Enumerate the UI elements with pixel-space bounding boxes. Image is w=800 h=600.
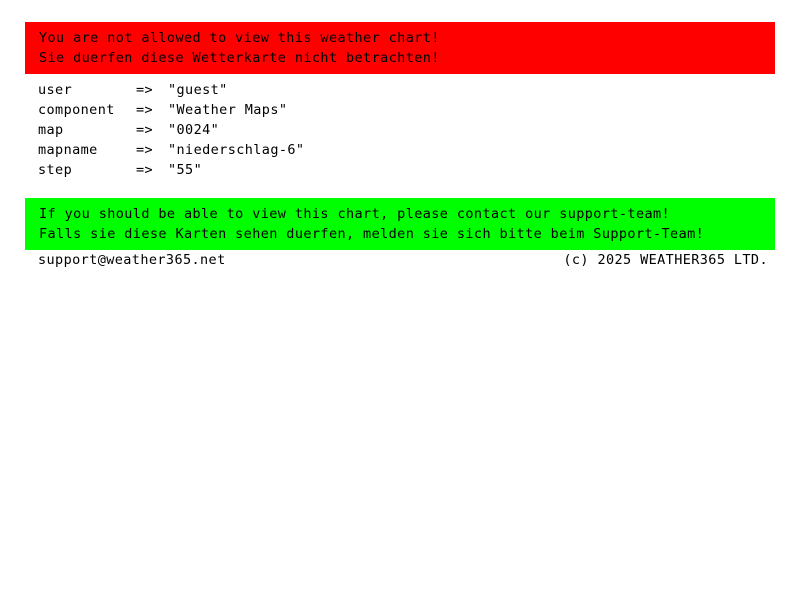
detail-row [38, 120, 304, 140]
detail-arrow: => [136, 142, 154, 158]
detail-value-user: "guest" [168, 82, 228, 98]
detail-value-step: "55" [168, 162, 203, 178]
detail-value-mapname: "niederschlag-6" [168, 142, 305, 158]
detail-key-map: map [38, 122, 64, 138]
detail-row [38, 80, 304, 100]
error-banner [25, 22, 775, 74]
detail-arrow: => [136, 122, 154, 138]
support-email-link[interactable]: support@weather365.net [38, 252, 226, 268]
request-details [38, 80, 304, 180]
detail-arrow: => [136, 162, 154, 178]
error-banner-line-de: Sie duerfen diese Wetterkarte nicht betrachten! [39, 50, 440, 66]
copyright-text: (c) 2025 WEATHER365 LTD. [563, 252, 768, 268]
detail-key-user: user [38, 82, 73, 98]
detail-value-component: "Weather Maps" [168, 102, 288, 118]
error-banner-line-en: You are not allowed to view this weather chart! [39, 30, 440, 46]
detail-row [38, 140, 304, 160]
detail-arrow: => [136, 102, 154, 118]
detail-row [38, 100, 304, 120]
footer [38, 250, 768, 270]
info-banner-line-de: Falls sie diese Karten sehen duerfen, melden sie sich bitte beim Support-Team! [39, 226, 705, 242]
detail-key-component: component [38, 102, 115, 118]
detail-value-map: "0024" [168, 122, 220, 138]
detail-row [38, 160, 304, 180]
detail-arrow: => [136, 82, 154, 98]
detail-key-step: step [38, 162, 73, 178]
info-banner-line-en: If you should be able to view this chart, please contact our support-team! [39, 206, 671, 222]
detail-key-mapname: mapname [38, 142, 98, 158]
info-banner [25, 198, 775, 250]
